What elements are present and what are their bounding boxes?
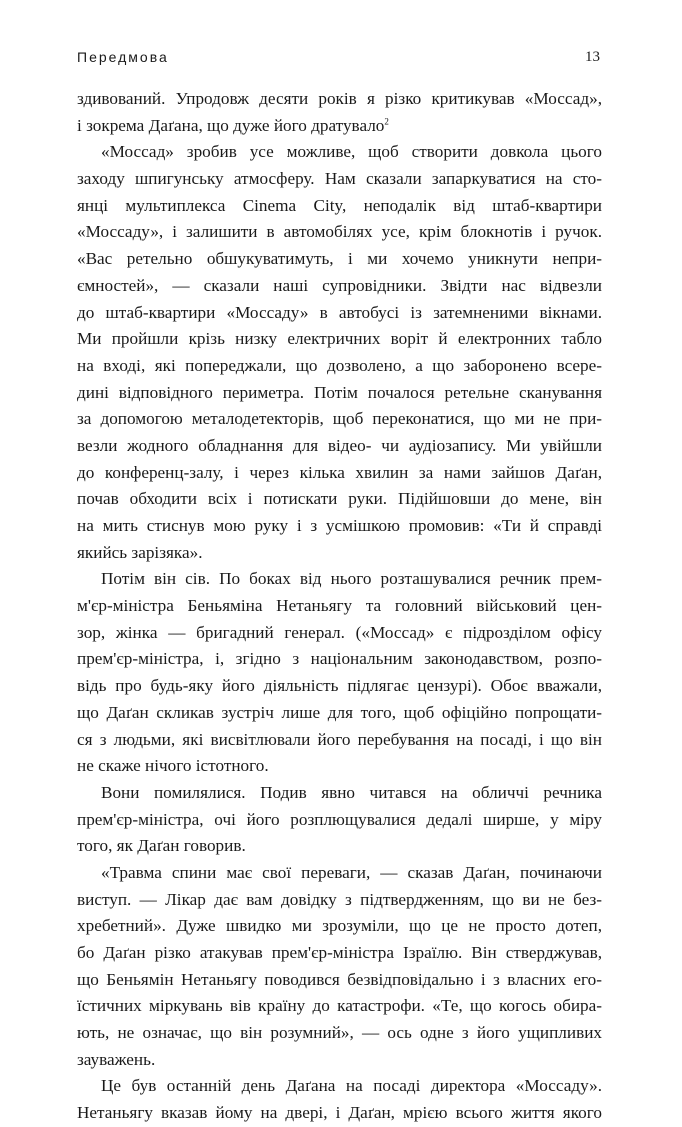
- text-line: Це був останній день Даґана на посаді директора «Моссаду».: [101, 1076, 602, 1096]
- text-line: янці мультиплекса Cinema City, неподалік від штаб-квартири: [77, 195, 602, 215]
- text-line: відь про будь-яку його діяльність підлягає цензурі). Обоє вважали,: [77, 676, 602, 696]
- text-line: хребетний». Дуже швидко ми зрозуміли, що це не просто дотеп,: [77, 916, 602, 936]
- text-line: зауважень.: [77, 1049, 156, 1069]
- text-line: Ми пройшли крізь низку електричних воріт й електронних табло: [77, 329, 602, 349]
- text-line: почав обходити всіх і потискати руки. Підійшовши до мене, він: [77, 489, 602, 509]
- text-line: заходу шпигунську атмосферу. Нам сказали запаркуватися на сто-: [77, 169, 602, 189]
- text-line: на вході, які попереджали, що дозволено, а що заборонено всере-: [77, 355, 602, 375]
- text-line: на мить стиснув мою руку і з усмішкою промовив: «Ти й справді: [77, 516, 602, 535]
- text-line: до конференц-залу, і через кілька хвилин за нами зайшов Даґан,: [77, 462, 602, 482]
- text-line: що Беньямін Нетаньягу поводився безвідповідально і з власних его-: [77, 969, 602, 989]
- text-line-content: і зокрема Даґана, що дуже його дратувало: [77, 115, 385, 135]
- body-text: [77, 86, 602, 1127]
- text-line: що Даґан скликав зустріч лише для того, щоб офіційно попрощати-: [77, 702, 602, 722]
- text-line: здивований. Упродовж десяти років я різко критикував «Моссад»,: [77, 89, 602, 108]
- text-line: м'єр-міністра Беньяміна Нетаньягу та головний військовий цен-: [77, 596, 602, 616]
- text-line: [77, 113, 602, 140]
- running-head: Передмова: [77, 49, 169, 65]
- text-line: «Травма спини має свої переваги, — сказав Даґан, починаючи: [101, 862, 602, 882]
- text-line: зор, жінка — бригадний генерал. («Моссад» є підрозділом офісу: [77, 622, 602, 642]
- text-line: «Моссад» зробив усе можливе, щоб створити довкола цього: [101, 142, 602, 162]
- text-line: якийсь зарізяка».: [77, 542, 203, 562]
- page-number: 13: [585, 49, 600, 65]
- text-line: виступ. — Лікар дає вам довідку з підтвердженням, що ви не без-: [77, 889, 602, 909]
- text-line: ють, не означає, що він розумний», — ось одне з його ущипливих: [77, 1023, 602, 1043]
- text-line: дині відповідного периметра. Потім почалося ретельне сканування: [77, 382, 602, 402]
- text-line: Потім він сів. По боках від нього розташувалися речник прем-: [101, 569, 602, 589]
- text-line: не скаже нічого істотного.: [77, 756, 269, 776]
- text-line: «Вас ретельно обшукуватимуть, і ми хочемо уникнути непри-: [77, 249, 602, 269]
- text-line: за допомогою металодетекторів, щоб переконатися, що ми не при-: [77, 409, 602, 429]
- text-line: прем'єр-міністра, і, згідно з національним законодавством, розпо-: [77, 649, 602, 669]
- text-line: бо Даґан різко атакував прем'єр-міністра Ізраїлю. Він стверджував,: [77, 943, 602, 962]
- text-line: везли жодного обладнання для відео- чи аудіозапису. Ми увійшли: [77, 435, 602, 455]
- text-line: Вони помилялися. Подив явно читався на обличчі речника: [101, 782, 602, 802]
- text-line: «Моссаду», і залишити в автомобілях усе, крім блокнотів і ручок.: [77, 222, 602, 242]
- text-line: їстичних міркувань вів країну до катастрофи. «Те, що когось обира-: [77, 996, 602, 1016]
- text-line: ємностей», — сказали наші супровідники. Звідти нас відвезли: [77, 275, 602, 295]
- footnote-mark: 2: [384, 115, 389, 126]
- text-line: до штаб-квартири «Моссаду» в автобусі із затемненими вікнами.: [77, 302, 602, 322]
- text-line: того, як Даґан говорив.: [77, 836, 246, 856]
- text-line: ся з людьми, які висвітлювали його перебування на посаді, і що він: [77, 729, 602, 749]
- text-line: Нетаньягу вказав йому на двері, і Даґан, мрією всього життя якого: [77, 1103, 602, 1123]
- text-line: прем'єр-міністра, очі його розплющувалися дедалі ширше, у міру: [77, 809, 602, 829]
